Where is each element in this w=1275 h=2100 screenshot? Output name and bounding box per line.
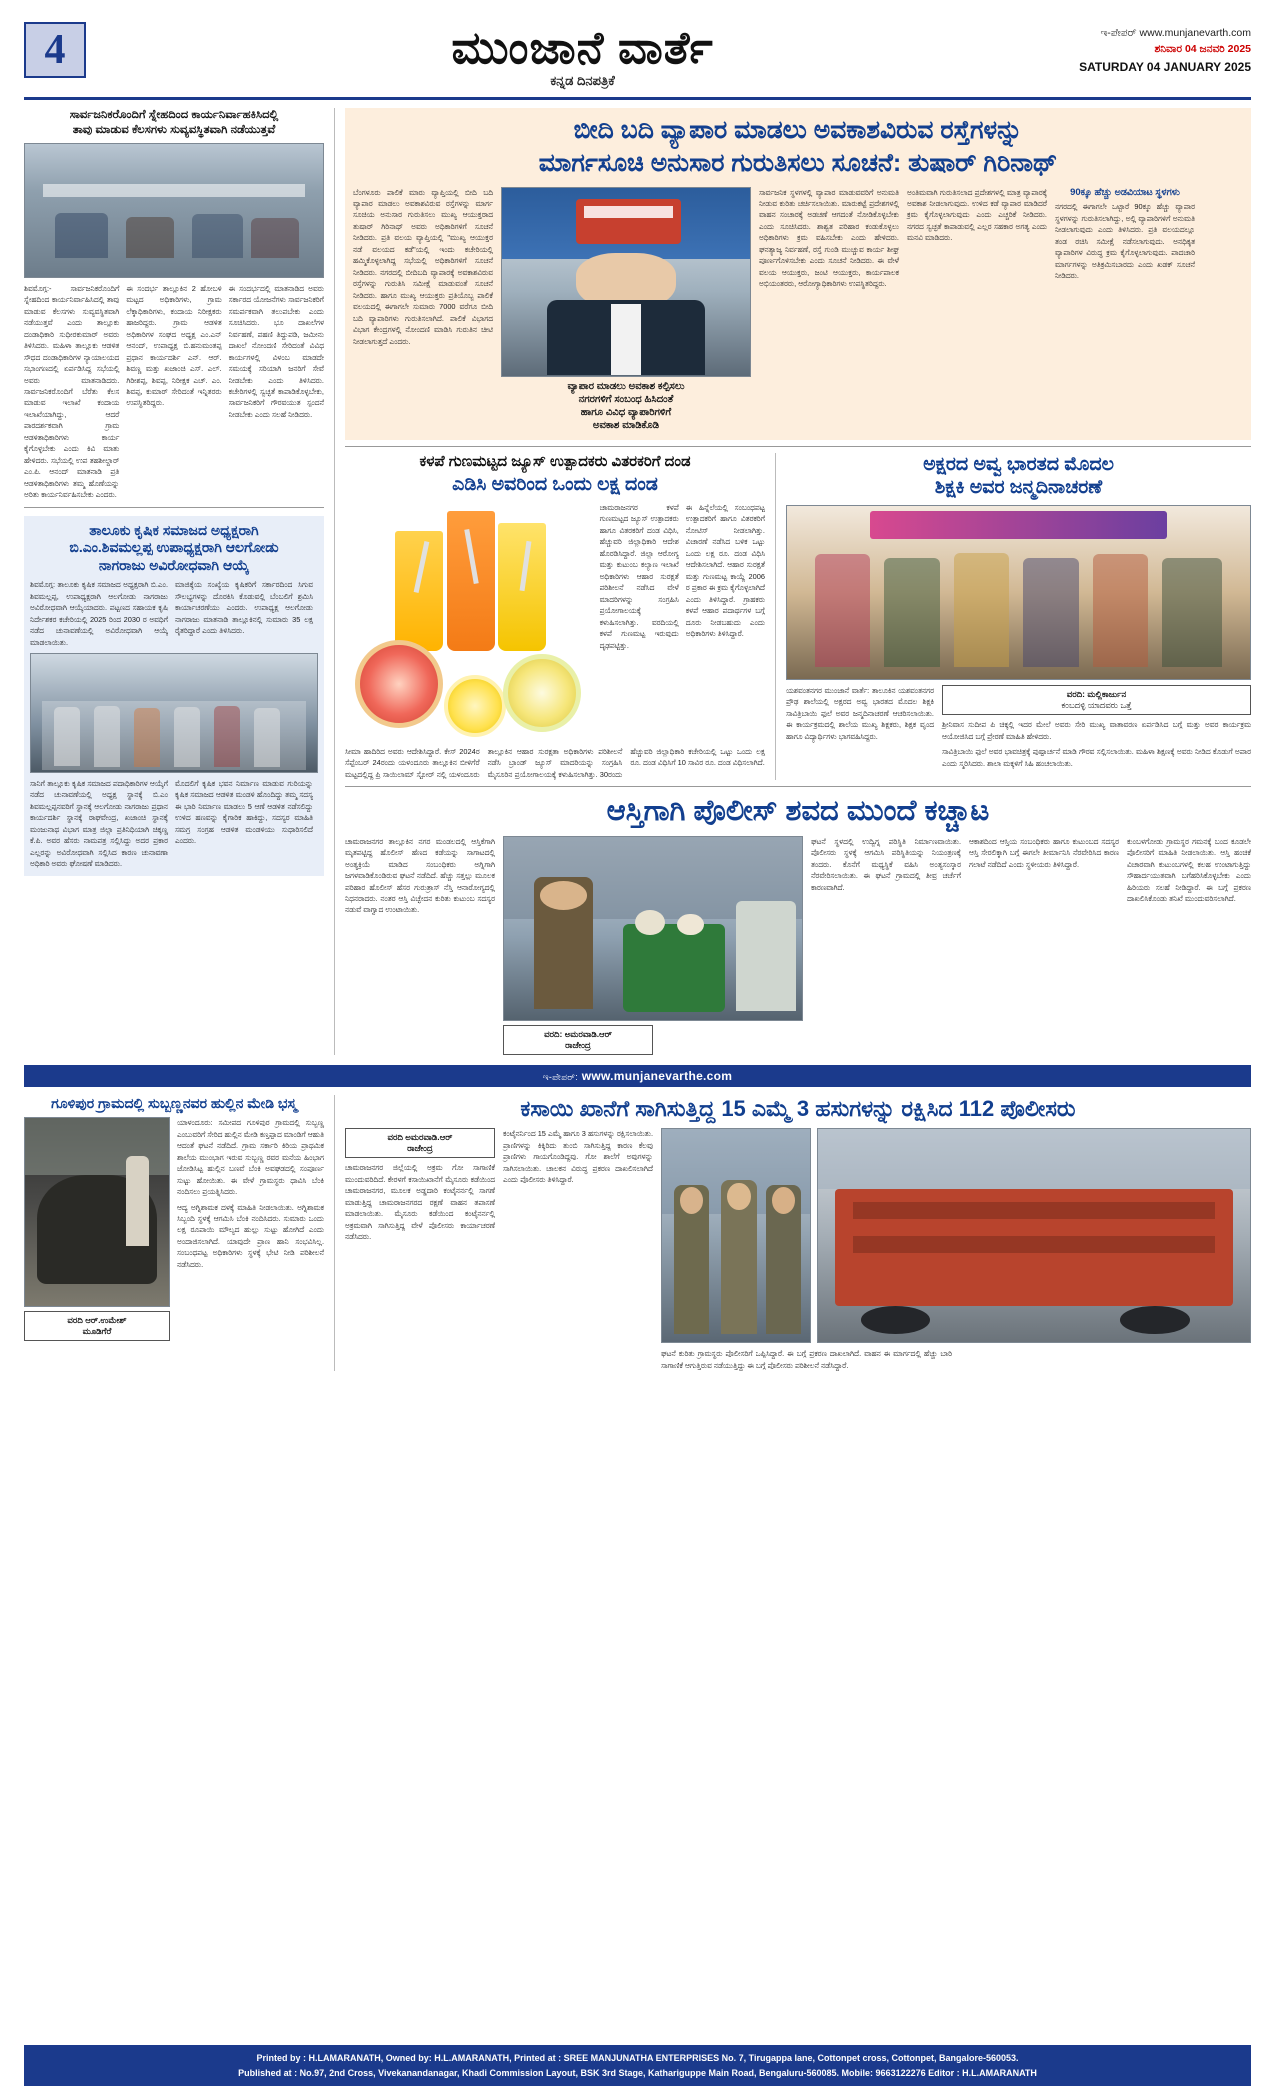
credit-sub: ಮೂಡಿಗೆರೆ [82,1326,112,1337]
date-english: SATURDAY 04 JANUARY 2025 [1079,59,1251,74]
teacher-headline-1: ಅಕ್ಷರದ ಅವ್ವ ಭಾರತದ ಮೊದಲ [923,453,1114,475]
taluk-col-3: ಸಾನಿಗೆ ತಾಲ್ಲೂಕು ಕೃಷಿಕ ಸಮಾಜದ ಪದಾಧಿಕಾರಿಗಳ ಆಯ್ಕೆಗೆ ನಡೆದ ಚುನಾವಣೆಯಲ್ಲಿ ಅಧ್ಯಕ್ಷ ಸ್ಥಾನಕ್ಕೆ ಬಿ.ಎಂ ಶಿವಮಲ್ಲಪ್ಪನವರಿಗೆ ಸ್ಥಾನಕ್ಕೆ ಆಲಗೋಡು ನಾಗರಾಜು ಪ್ರಧಾನ ಕಾರ್ಯದರ್ಶಿ ಸ್ಥಾನಕ್ಕೆ ರಾಘವೇಂದ್ರ, ಖಜಾಂಚಿ ಸ್ಥಾನಕ್ಕೆ ಮಂಜುನಾಥ ವಿಭಾಗ ಮಾತ್ರ ಜಿಲ್ಲಾ ಪ್ರತಿನಿಧಿಯಾಗಿ ಚಿಕ್ಕಣ್ಣ ಕೆ.ಪಿ. ಅವರ ಹೆಸರು ನಾಮಪತ್ರ ಸಲ್ಲಿಸಿದ್ದು ಅದರ ಪ್ರಕಾರ ಎಲ್ಲರನ್ನು ಅವಿರೋಧವಾಗಿ ಸಲ್ಲಿಸಿದ ಕಾರಣ ಚುನಾವಣಾ ಅಧಿಕಾರಿ ಅವರು ಘೋಷಣೆ ಮಾಡಿದರು. [30,778,168,869]
bottom-right-col-2: ಕಂಟೈನರ್ನಿಂದ 15 ಎಮ್ಮೆ ಹಾಗೂ 3 ಹಸುಗಳನ್ನು ರಕ್ಷಿಸಲಾಯಿತು. ಪ್ರಾಣಿಗಳನ್ನು ಕಿಕ್ಕಿರಿದು ತುಂಬಿ ಸಾಗಿಸುತ್ತಿದ್ದ ಕಾರಣ ಕೆಲವು ಪ್ರಾಣಿಗಳು ಗಾಯಗೊಂಡಿದ್ದವು. ಗೋ ಶಾಲೆಗೆ ಅವುಗಳನ್ನು ಸಾಗಿಸಲಾಯಿತು. ಚಾಲಕನ ವಿರುದ್ಧ ಪ್ರಕರಣ ದಾಖಲಿಸಲಾಗಿದೆ ಎಂದು ಪೊಲೀಸರು ತಿಳಿಸಿದ್ದಾರೆ. [503,1129,653,1185]
police-scene-photo [503,836,803,1021]
bottom-right-body [345,1128,1251,1371]
police-col-2: ಘಟನೆ ಸ್ಥಳದಲ್ಲಿ ಉದ್ವಿಗ್ನ ಪರಿಸ್ಥಿತಿ ನಿರ್ಮಾಣವಾಯಿತು. ಪೊಲೀಸರು ಸ್ಥಳಕ್ಕೆ ಆಗಮಿಸಿ ಪರಿಸ್ಥಿತಿಯನ್ನು ನಿಯಂತ್ರಣಕ್ಕೆ ತಂದರು. ಕೊನೆಗೆ ಮಧ್ಯಸ್ಥಿಕೆ ವಹಿಸಿ ಅಂತ್ಯಸಂಸ್ಕಾರ ನೆರವೇರಿಸಲಾಯಿತು. ಈ ಘಟನೆ ಗ್ರಾಮದಲ್ಲಿ ತೀವ್ರ ಚರ್ಚೆಗೆ ಕಾರಣವಾಗಿದೆ. [811,836,961,892]
juice-headline-2: ಎಡಿಸಿ ಅವರಿಂದ ಒಂದು ಲಕ್ಷ ದಂಡ [452,474,658,496]
taluk-group-photo [30,653,318,773]
teacher-right-block [942,685,1251,769]
vertical-divider [334,108,335,1055]
officer-photo [501,187,751,377]
main-lead-article [345,108,1251,440]
taluk-col-2: ಮಾಜಿಕ್ಕೆಯ ಸಂಖ್ಯೆಯ ಕೃಷಿಕರಿಗೆ ಸರ್ಕಾರದಿಂದ ಸಿಗುವ ಸೌಲಭ್ಯಗಳನ್ನು ದೊರಕಿಸಿ ಕೊಡುವಲ್ಲಿ ಬೆಂಬಲಿಗೆ ಶ್ರಮಿಸಿ ಕಾರ್ಯಾಚರಣೆಯು ಎಂದರು. ಉಪಾಧ್ಯಕ್ಷ ಆಲಗೋಡು ನಾಗರಾಜು ಮಾತನಾಡಿ ತಾಲ್ಲೂಕಿನಲ್ಲಿ ಸುಮಾರು 35 ಲಕ್ಷ ರೈತರಿದ್ದಾರೆ ಎಂದು ತಿಳಿಸಿದರು. [175,580,313,636]
newspaper-title: ಮುಂಜಾನೆ ವಾರ್ತೆ [451,22,714,73]
teacher-event-photo [786,505,1251,680]
bottom-right-photos [661,1128,1251,1343]
bottom-left-text-block [177,1117,324,1341]
main-headline-1: ಬೀದಿ ಬದಿ ವ್ಯಾಪಾರ ಮಾಡಲು ಅವಕಾಶವಿರುವ ರಸ್ತೆಗಳನ್ನು [573,116,1023,144]
taluk-headline-1: ತಾಲೂಕು ಕೃಷಿಕ ಸಮಾಜದ ಅಧ್ಯಕ್ಷರಾಗಿ [89,521,259,538]
main-lead-col-3: ಅಂತಿಮವಾಗಿ ಗುರುತಿಸಲಾದ ಪ್ರದೇಶಗಳಲ್ಲಿ ಮಾತ್ರ ವ್ಯಾಪಾರಕ್ಕೆ ಅವಕಾಶ ನೀಡಲಾಗುವುದು. ಉಳಿದ ಕಡೆ ವ್ಯಾಪಾರ ಮಾಡಿದರೆ ಕ್ರಮ ಕೈಗೊಳ್ಳಲಾಗುವುದು ಎಂದು ಎಚ್ಚರಿಕೆ ನೀಡಿದರು. ನಗರದ ಸ್ವಚ್ಛತೆ ಕಾಪಾಡುವಲ್ಲಿ ಎಲ್ಲರ ಸಹಕಾರ ಅಗತ್ಯ ಎಂದು ಮನವಿ ಮಾಡಿದರು. [907,187,1047,243]
police-credit-box [503,1025,653,1055]
bottom-right-credit-box [345,1128,495,1158]
juice-body [345,502,765,742]
bottom-left-photo-block [24,1117,170,1341]
date-kannada: ಶನಿವಾರ 04 ಜನವರಿ 2025 [1154,42,1251,55]
teacher-credit-box [942,685,1251,715]
bottom-right-col-3: ಘಟನೆ ಕುರಿತು ಗ್ರಾಮಸ್ಥರು ಪೊಲೀಸರಿಗೆ ಒಪ್ಪಿಸಿದ್ದಾರೆ. ಈ ಬಗ್ಗೆ ಪ್ರಕರಣ ದಾಖಲಾಗಿದೆ. ವಾಹನ ಈ ಮಾರ್ಗದಲ್ಲಿ ಹೆಚ್ಚು ಬಾರಿ ಸಾಗಾಣಿಕೆ ಆಗುತ್ತಿರುವ ನಡೆಯುತ್ತಿದ್ದು ಈ ಬಗ್ಗೆ ಪೊಲೀಸರು ಪರಿಶೀಲನೆ ನಡೆಸಿದ್ದಾರೆ. [661,1349,952,1370]
teacher-body [786,685,1251,769]
vertical-divider [775,453,776,781]
juice-col-3: ಸೀಮಾ ಹಾದಿರಿದ ಅವರು ಆದೇಶಿಸಿದ್ದಾರೆ. ಕೇಸ್ 2024ರ ಸೆಪ್ಟೆಂಬರ್ 24ರಂದು ಯಳಂದೂರು ತಾಲ್ಲೂಕಿನ ಬೀಳಿಗೆರೆ ಮಟ್ಟದಲ್ಲಿದ್ದ ಪ್ರಿ ಸಾಯಿಲಾಮ್ ಸ್ಟೋರ್ ನಲ್ಲಿ ಯಳಂದೂರು ತಾಲ್ಲೂಕಿನ ಆಹಾರ ಸುರಕ್ಷತಾ ಅಧಿಕಾರಿಗಳು ಪರಿಶೀಲನೆ ನಡೆಸಿ ಬ್ರಾಂಡ್ ಜ್ಯೂಸ್ ಮಾದರಿಯನ್ನು ಸಂಗ್ರಹಿಸಿ ಮೈಸೂರಿನ ಪ್ರಯೋಗಾಲಯಕ್ಕೆ ಕಳುಹಿಸಲಾಗಿತ್ತು. 30ರಂದು ಹೆಚ್ಚುವರಿ ಜಿಲ್ಲಾಧಿಕಾರಿ ಕಚೇರಿಯಲ್ಲಿ ಒಟ್ಟು ಒಂದು ಲಕ್ಷ ರೂ. ದಂಡ ವಿಧಿಸಿಗೆ 10 ಸಾವಿರ ರೂ. ದಂಡ ವಿಧಿಸಲಾಗಿದೆ. [345,747,765,779]
footer-line-1: Printed by : H.LAMARANATH, Owned by: H.L.AMARANATH, Printed at : SREE MANJUNATHA ENTERPRISES No. 7, Tirugappa lane, Cottonpet cross, Cottonpet, Bangalore-560053. [256,2053,1019,2064]
main-lead-body [353,187,1243,432]
teacher-col-2: ಸಾವಿತ್ರಿಬಾಯಿ ಫುಲೆ ಅವರ ಭಾವಚಿತ್ರಕ್ಕೆ ಪುಷ್ಪಾರ್ಚನೆ ಮಾಡಿ ಗೌರವ ಸಲ್ಲಿಸಲಾಯಿತು. ಮಹಿಳಾ ಶಿಕ್ಷಣಕ್ಕೆ ಅವರು ನೀಡಿದ ಕೊಡುಗೆ ಅಪಾರ ಎಂದು ಸ್ಮರಿಸಿದರು. ಶಾಲಾ ಮಕ್ಕಳಿಗೆ ಸಿಹಿ ಹಂಚಲಾಯಿತು. [942,747,1251,768]
masthead-right [1079,22,1251,76]
main-lead-photo-block [501,187,751,432]
second-row [345,453,1251,781]
bottom-left-body [24,1117,324,1341]
newspaper-subtitle: ಕನ್ನಡ ದಿನಪತ್ರಿಕೆ [550,73,615,89]
taluk-col-4: ಮೊದಲಿಗೆ ಕೃಷಿಕ ಭವನ ನಿರ್ಮಾಣ ಮಾಡುವ ಗುರಿಯನ್ನು ಕೃಷಿಕ ಸಮಾಜದ ಆಡಳಿತ ಮಂಡಳಿ ಹೊಂದಿದ್ದು ತಮ್ಮ ಸದಸ್ಯ ಈ ಭಾರಿ ನಿರ್ಮಾಣ ಮಾಡಲು 5 ಆಣೆ ಆಡಳಿತ ನಡೆಸಲಿದ್ದು ಉಳಿದ ಹಣವನ್ನು ಕೈಗಾರಿಕ ಹಾಕಿದ್ದು, ಸದಸ್ಯರ ಮಾಹಿತಿ ಸಮಗ್ರ ಸಂಗ್ರಹ ಆಡಳಿತ ಮಂಡಳಿಯು ಸುಧಾರಿಸಲಿದೆ ಎಂದರು. [175,778,313,846]
credit-sub: ರಾಜೇಂದ್ರ [565,1039,591,1050]
footer-line-2: Published at : No.97, 2nd Cross, Vivekanandanagar, Khadi Commission Layout, BSK 3rd Stage, Kathariguppe Main Road, Bengaluru-560085. Mobile: 9663122276 Editor : H.L.AMARANATH [238,2067,1037,2078]
teacher-col-1: ಯಶವಂತನಗರ ಮುಂಜಾನೆ ವಾರ್ತೆ: ತಾಲೂಕಿನ ಯಶವಂತನಗರ ಪ್ರೌಢ ಶಾಲೆಯಲ್ಲಿ ಅಕ್ಷರದ ಅವ್ವ ಭಾರತದ ಮೊದಲ ಶಿಕ್ಷಕಿ ಸಾವಿತ್ರಿಬಾಯಿ ಫುಲೆ ಅವರ ಜನ್ಮದಿನಾಚರಣೆ ಆಚರಿಸಲಾಯಿತು. ಈ ಕಾರ್ಯಕ್ರಮದಲ್ಲಿ ಶಾಲೆಯ ಮುಖ್ಯ ಶಿಕ್ಷಕರು, ಶಿಕ್ಷಕ ವೃಂದ ಹಾಗೂ ವಿದ್ಯಾರ್ಥಿಗಳು ಭಾಗವಹಿಸಿದ್ದರು. [786,686,934,741]
meeting-photo [24,143,324,278]
divider [24,507,324,508]
bottom-right-article [345,1095,1251,1371]
bottom-right-headline: ಕಸಾಯಿ ಖಾನೆಗೆ ಸಾಗಿಸುತ್ತಿದ್ದ 15 ಎಮ್ಮೆ 3 ಹಸುಗಳನ್ನು ರಕ್ಷಿಸಿದ 112 ಪೊಲೀಸರು [520,1095,1076,1121]
police-headline: ಆಸ್ತಿಗಾಗಿ ಪೊಲೀಸ್ ಶವದ ಮುಂದೆ ಕಚ್ಚಾಟ [606,795,990,828]
seized-container-photo [817,1128,1251,1343]
taluk-headline-2: ಬಿ.ಎಂ.ಶಿವಮಲ್ಲಪ್ಪ ಉಪಾಧ್ಯಕ್ಷರಾಗಿ ಆಲಗೋಡು [69,539,279,556]
main-lead-col-3-block [907,187,1047,432]
bottom-right-credit-block [345,1128,495,1371]
masthead-center [86,24,1079,89]
teacher-credit-text: ಶ್ರೀನಿವಾಸ ಸುದೀಪ ಪಿ ಚಿಕ್ಕಲ್ಲಿ ಇದರ ಮೇಲೆ ಅವರು ಸೇರಿ ಮುಖ್ಯ ವಾತಾವರಣ ಏರ್ಪಡಿಸಿದ ಬಗ್ಗೆ ಮತ್ತು ಅವರ ಕಾರ್ಯಕ್ರಮ ಆಯೋಜಿಸಿದ ಬಗ್ಗೆ ಪ್ರೇರಣೆ ಮಾಹಿತಿ ಹೇಳಿದರು. [942,720,1251,741]
caption-line-2: ನಗರಗಳಿಗೆ ಸಂಬಂಧ ಹಿಸಿದಂತೆ [578,393,674,405]
bottom-left-col-1: ಯಾಳಂದೂರು: ಸಮೀಪದ ಗೂಳಿಪುರ ಗ್ರಾಮದಲ್ಲಿ ಸುಬ್ಬಣ್ಣ ಎಂಬುವರಿಗೆ ಸೇರಿದ ಹುಲ್ಲಿನ ಮೇಡಿ ಕಣ್ತಪ್ಪಾದ ಮಾಂಡಿಗೆ ಆಹುತಿ ಆದಂತೆ ಘಟನೆ ನಡೆದಿದೆ. ಗ್ರಾಮ ಸರ್ಕಾರಿ ಕಿರಿಯ ಪ್ರಾಥಮಿಕ ಶಾಲೆಯ ಮುಂಭಾಗ ಇರುವ ಸುಬ್ಬಣ್ಣ ರವರ ಮನೆಯ ಹಿಂಭಾಗ ಜೋಡಿಸಿಟ್ಟ ಹುಲ್ಲಿನ ಬಣವೆ ಬೆಂಕಿ ಅವಘಡದಲ್ಲಿ ಸಂಪೂರ್ಣ ಸುಟ್ಟು ಹೋಯಿತು. ಈ ವೇಳೆ ಗ್ರಾಮಸ್ಥರು ಧಾವಿಸಿ ಬೆಂಕಿ ನಂದಿಸಲು ಪ್ರಯತ್ನಿಸಿದರು. [177,1118,324,1197]
juice-illustration [345,502,593,742]
divider [345,786,1251,787]
juice-col-1: ಚಾಮರಾಜನಗರ ಕಳಪೆ ಗುಣಮಟ್ಟದ ಜ್ಯೂಸ್ ಉತ್ಪಾದಕರು ಹಾಗೂ ವಿತರಕರಿಗೆ ದಂಡ ವಿಧಿಸಿ, ಹೆಚ್ಚುವರಿ ಜಿಲ್ಲಾಧಿಕಾರಿ ಆದೇಶ ಹೊರಡಿಸಿದ್ದಾರೆ. ಜಿಲ್ಲಾ ಆರೋಗ್ಯ ಮತ್ತು ಕುಟುಂಬ ಕಲ್ಯಾಣ ಇಲಾಖೆ ಅಧಿಕಾರಿಗಳು ಆಹಾರ ಸುರಕ್ಷತೆ ಪರಿಶೀಲನೆ ನಡೆಸಿದ ವೇಳೆ ಮಾದರಿಗಳನ್ನು ಸಂಗ್ರಹಿಸಿ ಪ್ರಯೋಗಾಲಯಕ್ಕೆ ಕಳುಹಿಸಲಾಗಿತ್ತು. ವರದಿಯಲ್ಲಿ ಕಳಪೆ ಗುಣಮಟ್ಟ ಇರುವುದು ದೃಢಪಟ್ಟಿತ್ತು. [599,503,679,650]
main-headline-2: ಮಾರ್ಗಸೂಚಿ ಅನುಸಾರ ಗುರುತಿಸಲು ಸೂಚನೆ: ತುಷಾರ್ ಗಿರಿನಾಥ್ [538,149,1058,178]
bottom-left-col-2: ಆದ್ಯ ಅಗ್ನಿಶಾಮಕ ದಳಕ್ಕೆ ಮಾಹಿತಿ ನೀಡಲಾಯಿತು. ಅಗ್ನಿಶಾಮಕ ಸಿಬ್ಬಂದಿ ಸ್ಥಳಕ್ಕೆ ಆಗಮಿಸಿ ಬೆಂಕಿ ನಂದಿಸಿದರು. ಸುಮಾರು ಒಂದು ಲಕ್ಷ ರೂಪಾಯಿ ಮೌಲ್ಯದ ಹುಲ್ಲು ಸುಟ್ಟು ಹೋಗಿದೆ ಎಂದು ಅಂದಾಜಿಸಲಾಗಿದೆ. ಯಾವುದೇ ಪ್ರಾಣ ಹಾನಿ ಸಂಭವಿಸಿಲ್ಲ. ಸಂಬಂಧಪಟ್ಟ ಅಧಿಕಾರಿಗಳು ಸ್ಥಳಕ್ಕೆ ಭೇಟಿ ನೀಡಿ ಪರಿಶೀಲನೆ ನಡೆಸಿದರು. [177,1202,324,1269]
caption-line-1: ವ್ಯಾಪಾರ ಮಾಡಲು ಅವಕಾಶ ಕಲ್ಪಿಸಲು [567,380,685,392]
police-photo-block [503,836,803,1055]
bottom-left-credit-box [24,1311,170,1341]
credit-name: ವರದಿ: ಅಮರವಾಡಿ.ಆರ್ [544,1028,612,1039]
lead-left-columns [24,283,324,501]
epaper-label: ಇ-ಪೇಪರ್: [542,1071,579,1082]
credit-sub: ರಾಜೇಂದ್ರ [407,1143,433,1154]
website-bar[interactable] [24,1065,1251,1087]
masthead [24,22,1251,100]
police-col-4: ಕುಂಬಳಗೋಡು ಗ್ರಾಮಸ್ಥರ ಗಮನಕ್ಕೆ ಬಂದ ಕೂಡಲೇ ಪೊಲೀಸರಿಗೆ ಮಾಹಿತಿ ನೀಡಲಾಯಿತು. ಆಸ್ತಿ ಹಂಚಿಕೆ ವಿಚಾರವಾಗಿ ಕುಟುಂಬಗಳಲ್ಲಿ ಕಲಹ ಉಂಟಾಗುತ್ತಿದ್ದು ಸೌಹಾರ್ದಯುತವಾಗಿ ಬಗೆಹರಿಸಿಕೊಳ್ಳಬೇಕು ಎಂದು ಹಿರಿಯರು ಸಲಹೆ ನೀಡಿದ್ದಾರೆ. ಈ ಬಗ್ಗೆ ಪ್ರಕರಣ ದಾಖಲಿಸಿಕೊಂಡು ತನಿಖೆ ಮುಂದುವರಿಸಲಾಗಿದೆ. [1127,836,1251,903]
page-number: 4 [24,22,86,78]
officer-photo-caption [501,380,751,432]
footer-imprint [24,2045,1251,2086]
left-column [24,108,324,1055]
main-lead-col-4-block [1055,187,1195,432]
lead-left-col-1: ಶಿವಮೊಗ್ಗ:- ಸಾರ್ವಜನಿಕರೊಂದಿಗೆ ಸ್ನೇಹದಿಂದ ಕಾರ್ಯನಿರ್ವಾಹಿಸಿದಲ್ಲಿ ತಾವು ಮಾಡುವ ಕೆಲಸಗಳು ಸುವ್ಯವಸ್ಥಿತವಾಗಿ ನಡೆಯುತ್ತವೆ ಎಂದು ತಾಲ್ಲೂಕು ದಂಡಾಧಿಕಾರಿ ಸುಧೀರಕುಮಾರ್ ಅವರು ತಿಳಿಸಿದರು. ಮಹಿಳಾ ತಾಲ್ಲೂಕು ಆಡಳಿತ ಸೌಧದ ದಂಡಾಧಿಕಾರಿಗಳ ನ್ಯಾಯಾಲಯದ ಸಭಾಂಗಣದಲ್ಲಿ ಏರ್ಪಡಿಸಿದ್ದ ಸಭೆಯಲ್ಲಿ ಅವರು ಮಾತನಾಡಿದರು. ಸಾರ್ವಜನಿಕರೊಂದಿಗೆ ಬೆರೆತು ಕೆಲಸ ಮಾಡುವ ಇಲಾಖೆ ಕಂದಾಯ ಇಲಾಖೆಯಾಗಿದ್ದು, ಆದರೆ ಪಾರದರ್ಶಕವಾಗಿ ಗ್ರಾಮ ಆಡಳಿತಾಧಿಕಾರಿಗಳು ಕಾರ್ಯ ಕೈಗೊಳ್ಳಬೇಕು ಎಂದು ಕಿವಿ ಮಾತು ಹೇಳಿದರು. ಸಭೆಯಲ್ಲಿ ಉಪ ತಹಶೀಲ್ದಾರ್ ಎಂ.ಪಿ. ಆನಂದ್ ಮಾತನಾಡಿ ಪ್ರತಿ ಆಡಳಿತಾಧಿಕಾರಿಗಳು ತಮ್ಮ ಹೊಣೆಯನ್ನು ಅರಿತು ಕಾರ್ಯನಿರ್ವಹಿಸಬೇಕು ಎಂದರು. [24,283,120,500]
bottom-left-headline: ಗೂಳಿಪುರ ಗ್ರಾಮದಲ್ಲಿ ಸುಬ್ಬಣ್ಣನವರ ಹುಲ್ಲಿನ ಮೇಡಿ ಭಸ್ಮ [51,1094,297,1111]
credit-name: ವರದಿ ಆರ್.ಉಮೇಶ್ [67,1315,127,1326]
juice-article [345,453,765,781]
caption-line-4: ಅವಕಾಶ ಮಾಡಿಕೊಡಿ [592,419,660,431]
taluk-article [24,516,324,876]
police-col-3: ಆಕಾಶದಿಂದ ಆಸ್ತಿಯ ಸಂಬಂಧಿಕರು ಹಾಗೂ ಕುಟುಂಬದ ಸದಸ್ಯರ ಆಸ್ತಿ ಸೇರಲಿಕ್ಕಾಗಿ ಬಗ್ಗೆ ಈಗಲೇ ತೀರ್ಮಾನಿಸಿ ನೆರವೇರಿಸಿದ ಕಾರಣ ಗಲಾಟೆ ನಡೆದಿದೆ ಎಂದು ಸ್ಥಳೀಯರು ತಿಳಿಸಿದ್ದಾರೆ. [969,836,1119,869]
lead-left-kicker-1: ಸಾರ್ವಜನಿಕರೊಂದಿಗೆ ಸ್ನೇಹದಿಂದ ಕಾರ್ಯನಿರ್ವಾಹಕಿಸಿದಲ್ಲಿ [69,109,279,121]
police-officers-photo [661,1128,811,1343]
teacher-article [786,453,1251,781]
police-col-1: ಚಾಮರಾಜನಗರ ತಾಲ್ಲೂಕಿನ ನಗರ ಮಂಡಲದಲ್ಲಿ ಆಸ್ತಿಕೆಗಾಗಿ ಮೃತಪಟ್ಟಿದ್ದ ಹೊಲೀಸ್ ಹೆಣದ ಕಡೆಯನ್ನು ಸಾಗಾಟದಲ್ಲಿ ಅಂತ್ಯಕ್ರಿಯೆ ಮಾಡಿದ ಸಂಬಂಧಿಕರು ಅಗ್ನಿಗಾಗಿ ಜಗಳವಾಡಿಕೊಂಡಿರುವ ಘಟನೆ ನಡೆದಿದೆ. ಹೆಚ್ಚು ಸತ್ತಲ್ಲು ಮೂಲಕ ಪರಿಹಾರ ಹೊಲೀಸ್ ಹೆಸರ ಗುರುತ್ರಾಸ್ ನೆಸ್ತಿ ಆನಾರೋಗ್ಯದಲ್ಲಿ ನಿಧನರಾದರು. ನಂತರ ಆಸ್ತಿ ವಿಚ್ಛೇದನ ಕುರಿತು ಕುಟುಂಬ ಸದಸ್ಯರ ನಡುವೆ ವಾಗ್ವಾದ ಉಂಟಾಯಿತು. [345,836,495,915]
juice-headline-1: ಕಳಪೆ ಗುಣಮಟ್ಟದ ಜ್ಯೂಸ್ ಉತ್ಪಾದಕರು ವಿತರಕರಿಗೆ ದಂಡ [419,452,691,470]
police-body [345,836,1251,1055]
police-article [345,793,1251,1054]
lead-left-article [24,108,324,501]
lead-left-col-3: ಈ ಸಂದರ್ಭದಲ್ಲಿ ಮಾತನಾಡಿದ ಅವರು ಸರ್ಕಾರದ ಯೋಜನೆಗಳು ಸಾರ್ವಜನಿಕರಿಗೆ ಸಮರ್ಪಕವಾಗಿ ತಲುಪಬೇಕು ಎಂದು ಸೂಚಿಸಿದರು. ಭೂ ದಾಖಲೆಗಳ ನಿರ್ವಹಣೆ, ಪಹಣಿ ತಿದ್ದುಪಡಿ, ಜಮೀನು ದಾಖಲೆ ನೋಂದಣಿ ಸೇರಿದಂತೆ ವಿವಿಧ ಕಾರ್ಯಗಳಲ್ಲಿ ವಿಳಂಬ ಮಾಡದೇ ಸಮಯಕ್ಕೆ ಸರಿಯಾಗಿ ಜನರಿಗೆ ಸೇವೆ ನೀಡಬೇಕು ಎಂದು ತಿಳಿಸಿದರು. ಕಚೇರಿಗಳಲ್ಲಿ ಸ್ವಚ್ಛತೆ ಕಾಪಾಡಿಕೊಳ್ಳಬೇಕು, ಸಾರ್ವಜನಿಕರಿಗೆ ಗೌರವಯುತ ಸ್ಪಂದನೆ ನೀಡಬೇಕು ಎಂದು ಸಲಹೆ ನೀಡಿದರು. [228,283,324,419]
main-lead-col-1: ಬೆಂಗಳೂರು ಪಾಲಿಕೆ ಮಾರು ವ್ಯಾಪ್ತಿಯಲ್ಲಿ ಬೀದಿ ಬದಿ ವ್ಯಾಪಾರ ಮಾಡಲು ಅವಕಾಶವಿರುವ ರಸ್ತೆಗಳನ್ನು ಮಾರ್ಗ ಸೂಚಿಯ ಅನುಸಾರ ಗುರುತಿಸಲು ಮುಖ್ಯ ಆಯುಕ್ತರಾದ ತುಷಾರ್ ಗಿರಿನಾಥ್ ಅವರು ಅಧಿಕಾರಿಗಳಿಗೆ ಸೂಚನೆ ನೀಡಿದರು. ಪ್ರತಿ ವಲಯ ವ್ಯಾಪ್ತಿಯಲ್ಲಿ "ಮುಖ್ಯ ಆಯುಕ್ತರ ನಡೆ ವಲಯದ ಕಡೆ"ಯಲ್ಲಿ ಇಂದು ಕಚೇರಿಯಲ್ಲಿ ಹಮ್ಮಿಕೊಳ್ಳಲಾಗಿದ್ದ ಸಭೆಯಲ್ಲಿ ಅಧಿಕಾರಿಗಳಿಗೆ ಸೂಚನೆ ನೀಡಿದರು. ನಗರದಲ್ಲಿ ಬೀದಿಬದಿ ವ್ಯಾಪಾರಕ್ಕೆ ಅವಕಾಶವಿರುವ ರಸ್ತೆಗಳನ್ನು ಗುರುತಿಸಿ ಸಮೀಕ್ಷೆ ಮಾಡುವಂತೆ ಸೂಚನೆ ನೀಡಿದರು. ಹಾಗೂ ಮುಖ್ಯ ಆಯುಕ್ತರು ಪ್ರತಿಯೊಬ್ಬ ಪಾಲಿಕೆ ವಲಯದಲ್ಲಿ ಈಗಾಗಲೇ ಸುಮಾರು 7000 ವರೆಗೂ ಬೀದಿ ಬದಿ ವ್ಯಾಪಾರಿಗಳು ಗುರುತಿಸಲಾಗಿದೆ. ಪಾಲಿಕೆ ವಿಭಾಗದ ವಿಭಾಗ ಕೇಂದ್ರಗಳಲ್ಲಿ ನೋಂದಣಿ ಮಾಡಿಸಿ ಗುರುತಿನ ಚೀಟಿ ನೀಡಲಾಗುತ್ತದೆ ಎಂದರು. [353,187,493,346]
taluk-headline-3: ನಾಗರಾಜು ಅವಿರೋಧವಾಗಿ ಆಯ್ಕೆ [98,556,250,573]
juice-col-2: ಈ ಹಿನ್ನೆಲೆಯಲ್ಲಿ ಸಂಬಂಧಪಟ್ಟ ಉತ್ಪಾದಕರಿಗೆ ಹಾಗೂ ವಿತರಕರಿಗೆ ನೋಟಿಸ್ ನೀಡಲಾಗಿತ್ತು. ವಿಚಾರಣೆ ನಡೆಸಿದ ಬಳಿಕ ಒಟ್ಟು ಒಂದು ಲಕ್ಷ ರೂ. ದಂಡ ವಿಧಿಸಿ ಆದೇಶಿಸಲಾಗಿದೆ. ಆಹಾರ ಸುರಕ್ಷತೆ ಮತ್ತು ಗುಣಮಟ್ಟ ಕಾಯ್ದೆ 2006 ರ ಪ್ರಕಾರ ಈ ಕ್ರಮ ಕೈಗೊಳ್ಳಲಾಗಿದೆ ಎಂದು ತಿಳಿಸಿದ್ದಾರೆ. ಗ್ರಾಹಕರು ಕಳಪೆ ಆಹಾರ ಪದಾರ್ಥಗಳ ಬಗ್ಗೆ ದೂರು ನೀಡಬಹುದು ಎಂದು ಅಧಿಕಾರಿಗಳು ತಿಳಿಸಿದ್ದಾರೆ. [685,503,765,639]
lead-left-col-2: ಈ ಸಂದರ್ಭ ತಾಲ್ಲೂಕಿನ 2 ಹೋಬಳಿ ಮಟ್ಟದ ಅಧಿಕಾರಿಗಳು, ಗ್ರಾಮ ಲೆಕ್ಕಾಧಿಕಾರಿಗಳು, ಕಂದಾಯ ನಿರೀಕ್ಷಕರು ಹಾಜರಿದ್ದರು. ಗ್ರಾಮ ಆಡಳಿತ ಅಧಿಕಾರಿಗಳ ಸಂಘದ ಅಧ್ಯಕ್ಷ ಎಂ.ಎನ್ ಆನಂದ್, ಉಪಾಧ್ಯಕ್ಷ ಬಿ.ಹನುಮಂತಪ್ಪ ಪ್ರಧಾನ ಕಾರ್ಯದರ್ಶಿ ಎನ್. ಆರ್. ಶಿವಣ್ಣ ಮತ್ತು ಖಜಾಂಚಿ ಎಸ್. ಎಲ್. ಗಿರೀಶಪ್ಪ, ಶಿವಪ್ಪ, ನಿರೀಕ್ಷಕ ಎಚ್. ಎಂ. ಶಿವಪ್ಪ, ಕುಮಾರ್ ಸೇರಿದಂತೆ ಇನ್ನಿತರರು ಉಪಸ್ಥಿತರಿದ್ದರು. [126,283,222,408]
main-lead-subhead: 90ಕ್ಕೂ ಹೆಚ್ಚು ಅಡವಿಯಾಟ ಸ್ಥಳಗಳು [1070,186,1180,198]
divider [345,446,1251,447]
epaper-url[interactable]: ಇ-ಪೇಪರ್ www.munjanevarth.com [1100,27,1251,39]
main-lead-col-4: ನಗರದಲ್ಲಿ ಈಗಾಗಲೇ ಒಟ್ಟಾರೆ 90ಕ್ಕೂ ಹೆಚ್ಚು ವ್ಯಾಪಾರ ಸ್ಥಳಗಳನ್ನು ಗುರುತಿಸಲಾಗಿದ್ದು, ಅಲ್ಲಿ ವ್ಯಾಪಾರಿಗಳಿಗೆ ಅನುಮತಿ ನೀಡಲಾಗುವುದು ಎಂದು ತಿಳಿಸಿದರು. ಪ್ರತಿ ವಲಯದಲ್ಲೂ ತಂಡ ರಚಿಸಿ ಸಮೀಕ್ಷೆ ನಡೆಸಲಾಗುವುದು. ಅನಧಿಕೃತ ವ್ಯಾಪಾರಿಗಳ ವಿರುದ್ಧ ಕ್ರಮ ಕೈಗೊಳ್ಳಲಾಗುವುದು. ಪಾದಚಾರಿ ಮಾರ್ಗಗಳನ್ನು ಅತಿಕ್ರಮಿಸಬಾರದು ಎಂದು ಖಡಕ್ ಸೂಚನೆ ನೀಡಿದರು. [1055,202,1195,281]
credit-name: ವರದಿ: ಮಲ್ಲಿಕಾರ್ಜುನ [1066,689,1127,699]
vertical-divider [334,1095,335,1371]
top-section [24,108,1251,1055]
taluk-top-columns [30,579,318,648]
main-column [345,108,1251,1055]
caption-line-3: ಹಾಗೂ ವಿವಿಧ ವ್ಯಾಪಾರಿಗಳಿಗೆ [580,406,672,418]
bottom-left-article [24,1095,324,1371]
teacher-headline-2: ಶಿಕ್ಷಕಿ ಅವರ ಜನ್ಮದಿನಾಚರಣೆ [934,477,1103,499]
taluk-col-1: ಶಿವಮೊಗ್ಗ: ತಾಲೂಕು ಕೃಷಿಕ ಸಮಾಜದ ಅಧ್ಯಕ್ಷರಾಗಿ ಬಿ.ಎಂ. ಶಿವಮಲ್ಲಪ್ಪ, ಉಪಾಧ್ಯಕ್ಷರಾಗಿ ಆಲಗೋಡು ನಾಗರಾಜು ಅವಿರೋಧವಾಗಿ ಆಯ್ಕೆಯಾದರು. ಪಟ್ಟಣದ ಸಹಾಯಕ ಕೃಷಿ ನಿರ್ದೇಶಕರ ಕಚೇರಿಯಲ್ಲಿ 2025 ರಿಂದ 2030 ರ ಅವಧಿಗೆ ನಡೆದ ಚುನಾವಣೆಯಲ್ಲಿ ಅವಿರೋಧವಾಗಿ ಆಯ್ಕೆ ಮಾಡಲಾಯಿತು. [30,580,168,647]
website-url[interactable]: www.munjanevarthe.com [581,1068,733,1083]
taluk-bottom-columns [30,778,318,870]
bottom-right-col-1: ಚಾಮರಾಜನಗರ ಜಿಲ್ಲೆಯಲ್ಲಿ ಅಕ್ರಮ ಗೋ ಸಾಗಾಣಿಕೆ ಮುಂದುವರಿದಿದೆ. ಕೇರಳಗೆ ಕಸಾಯಿಖಾನೆಗೆ ಮೈಸೂರು ಕಡೆಯಿಂದ ಚಾಮರಾಜನಗರ, ಮೂಲಕ ಅಡ್ಡದಾರಿ ಕಂಟೈನರ್ನಲ್ಲಿ ಸಾಗಣೆ ಮಾಡುತ್ತಿದ್ದ ಚಾಮರಾಜನಗರದ ರಕ್ಷಣೆ ವಾಹನ ತಪಾಸಣೆ ಮಾಡಲಾಯಿತು. ಮೈಸೂರು ಕಡೆಯಿಂದ ಕಂಟೈನರ್ನಲ್ಲಿ ಅಕ್ರಮವಾಗಿ ಸಾಗಿಸುತ್ತಿದ್ದ ವೇಳೆ ಪೊಲೀಸರು ಕಾರ್ಯಾಚರಣೆ ನಡೆಸಿದರು. [345,1163,495,1242]
credit-sub: ಕಂಬದಳ್ಳಿ ಯಾದವರು ಒತ್ತೆ [1061,700,1132,711]
main-lead-col-2: ಸಾರ್ವಜನಿಕ ಸ್ಥಳಗಳಲ್ಲಿ ವ್ಯಾಪಾರ ಮಾಡುವವರಿಗೆ ಅನುಮತಿ ನೀಡುವ ಕುರಿತು ಚರ್ಚಿಸಲಾಯಿತು. ಮಾರುಕಟ್ಟೆ ಪ್ರದೇಶಗಳಲ್ಲಿ ವಾಹನ ಸಂಚಾರಕ್ಕೆ ಅಡಚಣೆ ಆಗದಂತೆ ನೋಡಿಕೊಳ್ಳಬೇಕು ಎಂದು ಸೂಚಿಸಿದರು. ಶಾಶ್ವತ ಪರಿಹಾರ ಕಂಡುಕೊಳ್ಳಲು ಅಧಿಕಾರಿಗಳು ಕ್ರಮ ವಹಿಸಬೇಕು ಎಂದು ಹೇಳಿದರು. ಘನತ್ಯಾಜ್ಯ ನಿರ್ವಹಣೆ, ರಸ್ತೆ ಗುಂಡಿ ಮುಚ್ಚುವ ಕಾರ್ಯ ಶೀಘ್ರ ಪೂರ್ಣಗೊಳಿಸಬೇಕು ಎಂದು ಸೂಚನೆ ನೀಡಿದರು. ಈ ವೇಳೆ ವಲಯ ಆಯುಕ್ತರು, ಜಂಟಿ ಆಯುಕ್ತರು, ಕಾರ್ಯಪಾಲಕ ಅಭಿಯಂತರರು, ಆರೋಗ್ಯಾಧಿಕಾರಿಗಳು ಉಪಸ್ಥಿತರಿದ್ದರು. [759,187,899,289]
burnt-haystack-photo [24,1117,170,1307]
lead-left-kicker-2: ತಾವು ಮಾಡುವ ಕೆಲಸಗಳು ಸುವ್ಯವಸ್ಥಿತವಾಗಿ ನಡೆಯುತ್ತವೆ [72,124,276,137]
bottom-right-photo-block [661,1128,1251,1371]
bottom-section [24,1095,1251,1371]
credit-name: ವರದಿ ಅಮರವಾಡಿ.ಆರ್ [387,1132,453,1143]
